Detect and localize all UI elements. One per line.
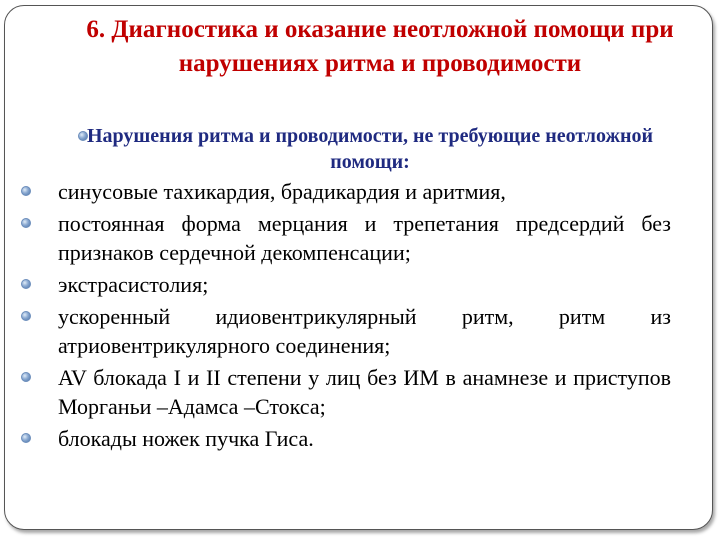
slide-subtitle: Нарушения ритма и проводимости, не требующие неотложной помощи: bbox=[87, 125, 653, 173]
list-item bbox=[21, 177, 671, 206]
list-item bbox=[21, 424, 671, 453]
slide-title: 6. Диагностика и оказание неотложной помощи при нарушениях ритма и проводимости bbox=[86, 16, 674, 77]
bullet-dot-icon bbox=[21, 218, 31, 228]
bullet-list bbox=[21, 177, 671, 456]
list-item bbox=[21, 363, 671, 421]
bullet-dot-icon bbox=[21, 279, 31, 289]
list-item-text: экстрасистолия; bbox=[58, 272, 209, 297]
list-item bbox=[21, 270, 671, 299]
bullet-dot-icon bbox=[21, 186, 31, 196]
list-item-text: постоянная форма мерцания и трепетания предсердий без признаков сердечной декомпенсации; bbox=[58, 211, 671, 265]
list-item-text: блокады ножек пучка Гиса. bbox=[58, 426, 314, 451]
list-item bbox=[21, 209, 671, 267]
list-item-text: AV блокада I и II степени у лиц без ИМ в анамнезе и приступов Морганьи –Адамса –Стокса; bbox=[58, 365, 671, 419]
bullet-dot-icon bbox=[21, 433, 31, 443]
list-item-text: синусовые тахикардия, брадикардия и аритмия, bbox=[58, 179, 506, 204]
list-item-text: ускоренный идиовентрикулярный ритм, ритм из атриовентрикулярного соединения; bbox=[58, 304, 671, 358]
bullet-dot-icon bbox=[21, 311, 31, 321]
bullet-dot-icon bbox=[21, 372, 31, 382]
list-item bbox=[21, 302, 671, 360]
